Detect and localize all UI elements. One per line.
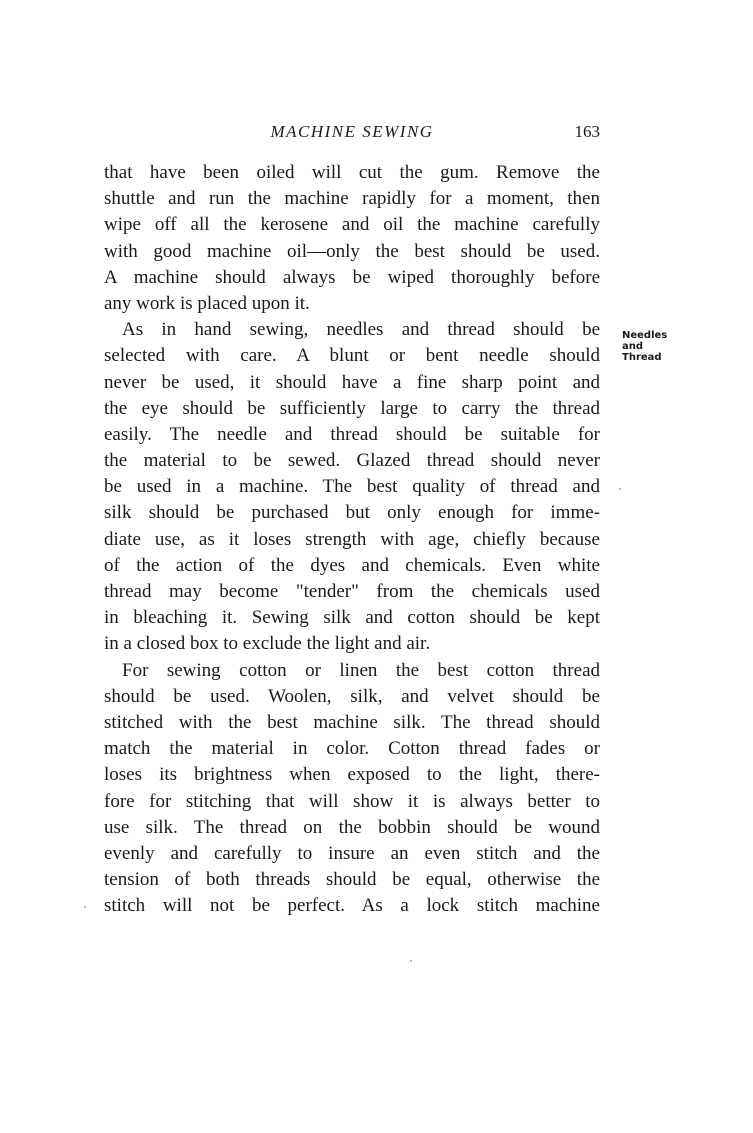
text-line: As in hand sewing, needles and thread should be <box>122 319 600 341</box>
text-line: the material to be sewed. Glazed thread should never <box>104 450 600 472</box>
body-text <box>104 160 600 919</box>
text-line: in bleaching it. Sewing silk and cotton should be kept <box>104 607 600 629</box>
scan-speck <box>619 488 621 490</box>
text-line: never be used, it should have a fine sharp point and <box>104 371 600 393</box>
margin-note-line: Needles <box>622 330 668 341</box>
text-line: silk should be purchased but only enough for imme- <box>104 502 600 524</box>
text-line: use silk. The thread on the bobbin should be wound <box>104 816 600 838</box>
text-line: the eye should be sufficiently large to carry the thread <box>104 397 600 419</box>
text-line: easily. The needle and thread should be suitable for <box>104 423 600 445</box>
scan-speck <box>410 960 412 962</box>
text-line: stitched with the best machine silk. The thread should <box>104 711 600 733</box>
text-line: wipe off all the kerosene and oil the machine carefully <box>104 214 600 236</box>
text-line: loses its brightness when exposed to the light, there- <box>104 764 600 786</box>
text-line: stitch will not be perfect. As a lock stitch machine <box>104 895 600 917</box>
text-line: diate use, as it loses strength with age, chiefly because <box>104 528 600 550</box>
text-line: in a closed box to exclude the light and air. <box>104 633 431 655</box>
margin-note <box>622 330 667 363</box>
text-line: fore for stitching that will show it is always better to <box>104 790 600 812</box>
page-number: 163 <box>574 122 600 141</box>
text-line: evenly and carefully to insure an even stitch and the <box>104 842 600 864</box>
text-line: selected with care. A blunt or bent needle should <box>104 345 600 367</box>
running-head <box>104 120 600 144</box>
text-line: thread may become "tender" from the chemicals used <box>104 581 600 602</box>
text-line: be used in a machine. The best quality of thread and <box>104 476 600 498</box>
text-line: A machine should always be wiped thoroughly before <box>104 266 600 288</box>
text-line: that have been oiled will cut the gum. Remove the <box>104 162 600 183</box>
text-line: of the action of the dyes and chemicals. Even white <box>104 554 600 576</box>
text-line: For sewing cotton or linen the best cotton thread <box>122 659 600 681</box>
margin-note-line: Thread <box>622 352 662 363</box>
margin-note-line: and <box>622 341 644 352</box>
text-line: tension of both threads should be equal, otherwise the <box>104 869 600 891</box>
text-line: any work is placed upon it. <box>104 292 310 314</box>
text-line: shuttle and run the machine rapidly for a moment, then <box>104 188 600 210</box>
text-line: with good machine oil—only the best should be used. <box>104 240 600 262</box>
running-title: MACHINE SEWING <box>270 122 434 141</box>
scan-speck <box>84 906 86 908</box>
text-line: match the material in color. Cotton thread fades or <box>104 738 600 760</box>
text-line: should be used. Woolen, silk, and velvet should be <box>104 685 600 707</box>
